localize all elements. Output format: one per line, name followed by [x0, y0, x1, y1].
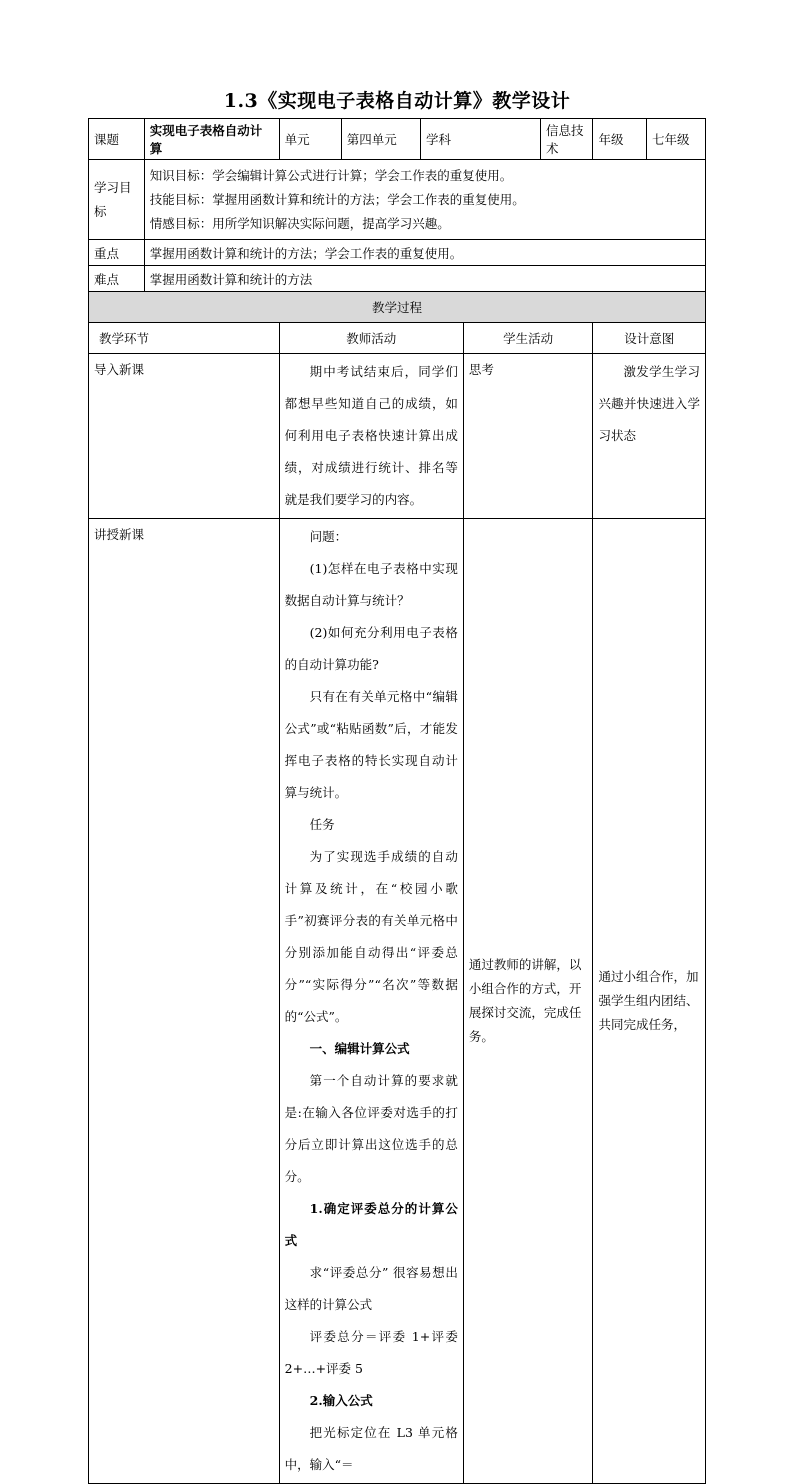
- grade-label: 年级: [593, 119, 647, 160]
- intro-intent-cell: [593, 354, 706, 519]
- stage-header: 教学环节: [89, 323, 280, 354]
- subsection-heading-1: 1.确定评委总分的计算公式: [284, 1201, 458, 1248]
- difficulty-row: [89, 266, 706, 292]
- topic-value: 实现电子表格自动计算: [144, 119, 279, 160]
- task-paragraph: 为了实现选手成绩的自动计算及统计，在“校园小歌手”初赛评分表的有关单元格中分别添加能自动得出“评委总分”“实际得分”“名次”等数据的“公式”。: [284, 849, 458, 1024]
- section-heading-1: 一、编辑计算公式: [309, 1041, 410, 1056]
- new-lesson-stage: 讲授新课: [89, 519, 280, 1484]
- column-header-row: [89, 323, 706, 354]
- goals-row: [89, 160, 706, 240]
- new-lesson-student-text: 通过教师的讲解，以小组合作的方式，开展探讨交流，完成任务。: [468, 957, 582, 1044]
- teacher-header: 教师活动: [279, 323, 463, 354]
- knowledge-goal: 知识目标：学会编辑计算公式进行计算；学会工作表的重复使用。: [149, 167, 513, 183]
- student-header: 学生活动: [463, 323, 593, 354]
- emotion-goal: 情感目标：用所学知识解决实际问题，提高学习兴趣。: [149, 215, 450, 231]
- process-title-row: [89, 292, 706, 323]
- question-1: (1)怎样在电子表格中实现数据自动计算与统计？: [284, 561, 458, 608]
- key-point-row: [89, 240, 706, 266]
- subsection-heading-2: 2.输入公式: [309, 1393, 373, 1408]
- intro-row: [89, 354, 706, 519]
- subject-value: 信息技术: [540, 119, 592, 160]
- intent-header: 设计意图: [593, 323, 706, 354]
- lesson-plan-table: [88, 118, 706, 1484]
- question-2: (2)如何充分利用电子表格的自动计算功能?: [284, 625, 458, 672]
- new-lesson-intent-text: 通过小组合作，加强学生组内团结、共同完成任务，: [598, 969, 699, 1032]
- intro-student: 思考: [463, 354, 593, 519]
- difficulty-label: 难点: [89, 266, 145, 292]
- new-lesson-intent-cell: [593, 519, 706, 1484]
- formula-intro: 求“评委总分” 很容易想出这样的计算公式: [284, 1265, 458, 1312]
- key-point-label: 重点: [89, 240, 145, 266]
- document-title: 1.3《实现电子表格自动计算》教学设计: [223, 90, 571, 112]
- goals-label: 学习目标: [89, 160, 145, 240]
- new-lesson-row: [89, 519, 706, 1484]
- process-title: 教学过程: [89, 292, 706, 323]
- key-point-value: 掌握用函数计算和统计的方法；学会工作表的重复使用。: [144, 240, 705, 266]
- subject-label: 学科: [421, 119, 541, 160]
- difficulty-value: 掌握用函数计算和统计的方法: [144, 266, 705, 292]
- question-heading: 问题：: [309, 529, 348, 544]
- input-instruction: 把光标定位在 L3 单元格中，输入“＝: [284, 1425, 458, 1472]
- new-lesson-teacher-cell: [279, 519, 463, 1484]
- intro-intent-text: 激发学生学习兴趣并快速进入学习状态: [598, 364, 700, 443]
- explanation-paragraph: 只有在有关单元格中“编辑公式”或“粘贴函数”后，才能发挥电子表格的特长实现自动计算与统计。: [284, 689, 458, 800]
- task-heading: 任务: [309, 817, 335, 832]
- topic-label: 课题: [89, 119, 145, 160]
- intro-teacher-text: 期中考试结束后，同学们都想早些知道自己的成绩，如何利用电子表格快速计算出成绩，对成绩进行统计、排名等就是我们要学习的内容。: [284, 364, 458, 507]
- unit-label: 单元: [279, 119, 341, 160]
- new-lesson-student-cell: [463, 519, 593, 1484]
- header-row: [89, 119, 706, 160]
- goals-content: [144, 160, 705, 240]
- requirement-paragraph: 第一个自动计算的要求就是:在输入各位评委对选手的打分后立即计算出这位选手的总分。: [284, 1073, 458, 1184]
- unit-value: 第四单元: [341, 119, 420, 160]
- intro-teacher-cell: [279, 354, 463, 519]
- grade-value: 七年级: [647, 119, 706, 160]
- intro-stage: 导入新课: [89, 354, 280, 519]
- skill-goal: 技能目标：掌握用函数计算和统计的方法；学会工作表的重复使用。: [149, 191, 525, 207]
- formula-line: 评委总分＝评委 1+评委 2+…+评委 5: [284, 1329, 458, 1376]
